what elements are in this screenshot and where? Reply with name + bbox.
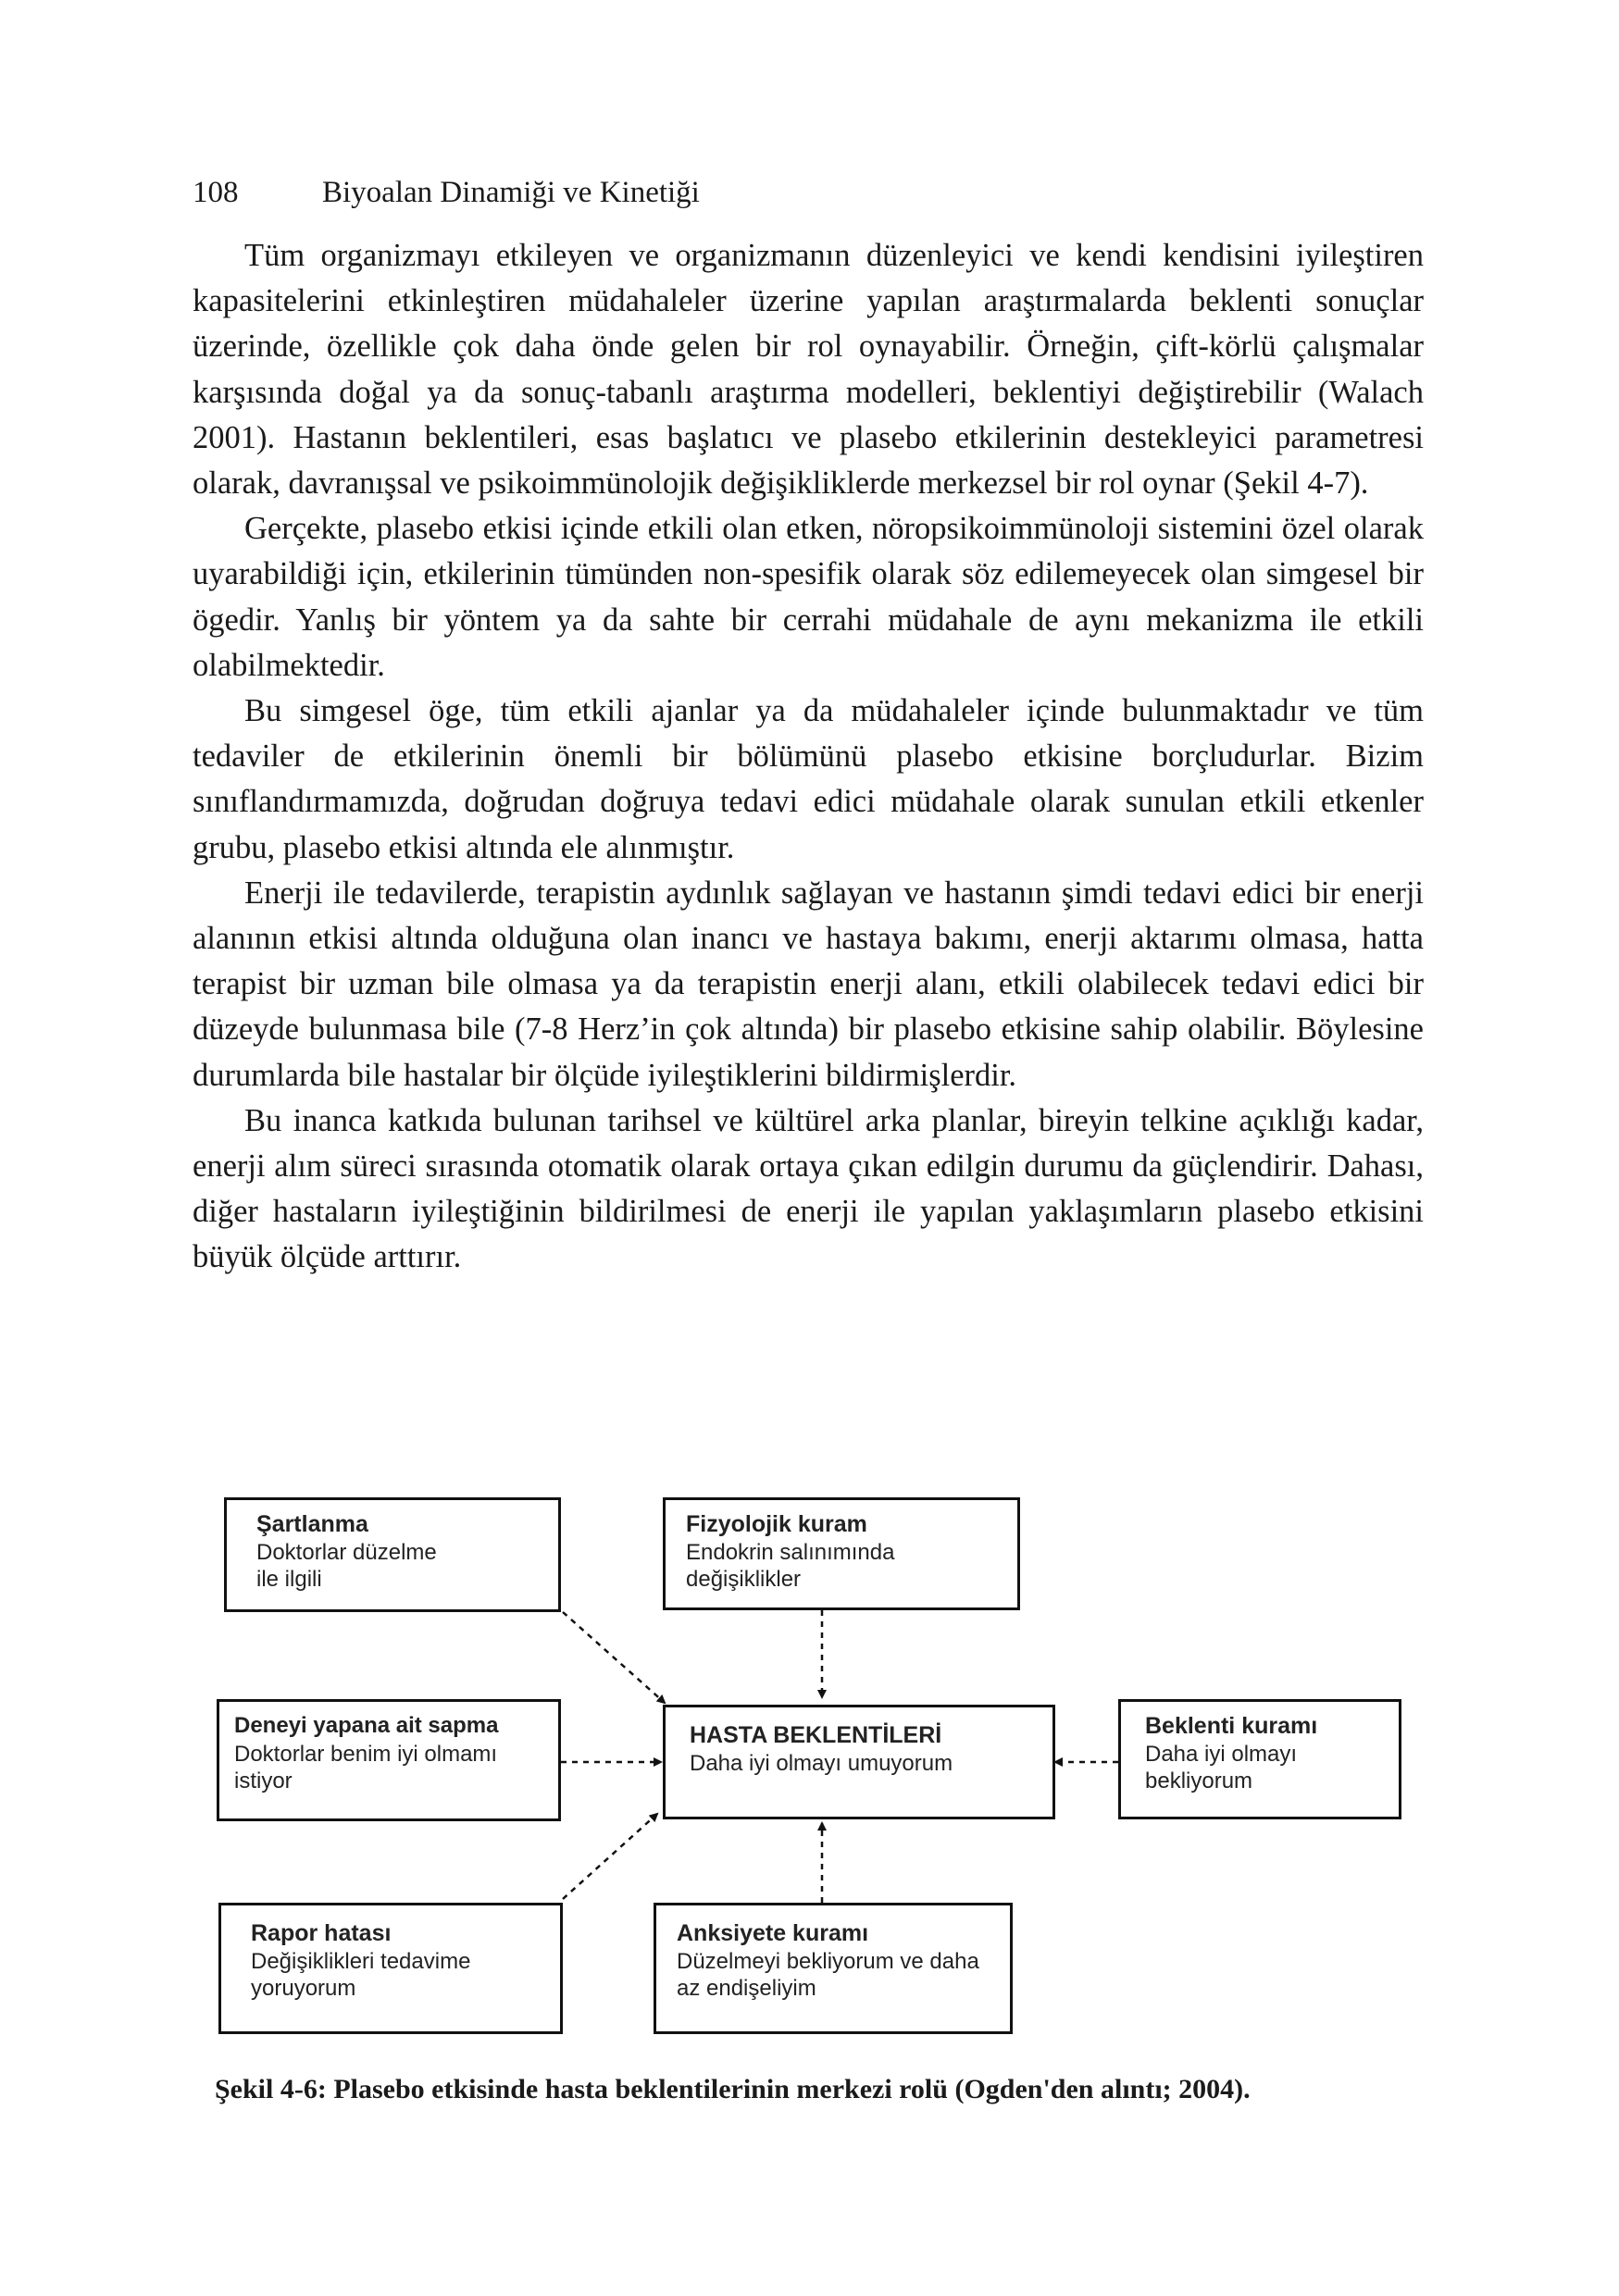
box-rapor <box>218 1903 563 2034</box>
box-text: Düzelmeyi bekliyorum ve daha az endişeliyim <box>677 1949 979 2001</box>
box-anksiyete <box>654 1903 1013 2034</box>
box-hasta-beklentileri <box>663 1705 1055 1819</box>
figure-caption: Şekil 4-6: Plasebo etkisinde hasta beklentilerinin merkezi rolü (Ogden'den alıntı; 2004). <box>215 2074 1251 2104</box>
paragraph: Bu inanca katkıda bulunan tarihsel ve kültürel arka planlar, bireyin telkine açıklığı kadar, enerji alım süreci sırasında otomatik olarak ortaya çıkan edilgin durumu da güçlendirir. Dahası, diğer hastaların iyileştiğinin bildirilmesi de enerji ile yapılan yaklaşımların plasebo etkisini büyük ölçüde arttırır. <box>193 1102 1424 1275</box>
paragraph: Bu simgesel öge, tüm etkili ajanlar ya da müdahaleler içinde bulunmaktadır ve tüm tedaviler de etkilerinin önemli bir bölümünü plasebo etkisine borçludurlar. Bizim sınıflandırmamızda, doğrudan doğruya tedavi edici müdahale olarak sunulan etkili etkenler grubu, plasebo etkisi altında ele alınmıştır. <box>193 693 1424 865</box>
box-title: Rapor hatası <box>251 1920 392 1946</box>
page-header <box>193 174 700 211</box>
box-fizyolojik <box>663 1497 1020 1610</box>
body-text <box>193 233 1424 1281</box>
arrow-rapor-to-center <box>563 1814 657 1899</box>
page-number: 108 <box>193 176 239 209</box>
box-text: Daha iyi olmayı umuyorum <box>690 1751 953 1776</box>
box-title: Anksiyete kuramı <box>677 1920 869 1946</box>
figure-diagram <box>213 1490 1416 2064</box>
box-text: Daha iyi olmayı bekliyorum <box>1145 1742 1298 1793</box>
box-text: Doktorlar benim iyi olmamı istiyor <box>234 1742 498 1793</box>
paragraph: Enerji ile tedavilerde, terapistin aydınlık sağlayan ve hastanın şimdi tedavi edici bir enerji alanının etkisi altında olduğuna olan inancı ve hastaya bakımı, enerji aktarımı olmasa, hatta terapist bir uzman bile olmasa ya da terapistin enerji alanı, etkili olabilecek tedavi edici bir düzeyde bulunmasa bile (7-8 Herz’in çok altında) bir plasebo etkisine sahip olabilir. Böylesine durumlarda bile hastalar bir ölçüde iyileştiklerini bildirmişlerdir. <box>193 875 1424 1093</box>
box-text: Değişiklikleri tedavime yoruyorum <box>251 1949 471 2001</box>
box-beklenti <box>1118 1699 1401 1819</box>
paragraph: Gerçekte, plasebo etkisi içinde etkili olan etken, nöropsikoimmünoloji sistemini özel olarak uyarabildiği için, etkilerinin tümünden non-spesifik olarak söz edilemeyecek olan simgesel bir ögedir. Yanlış bir yöntem ya da sahte bir cerrahi müdahale de aynı mekanizma ile etkili olabilmektedir. <box>193 511 1424 683</box>
box-text: Doktorlar düzelme ile ilgili <box>256 1540 437 1592</box>
arrow-sartlanma-to-center <box>563 1612 665 1703</box>
box-deneyi <box>217 1699 561 1821</box>
paragraph: Tüm organizmayı etkileyen ve organizmanın düzenleyici ve kendi kendisini iyileştiren kapasitelerini etkinleştiren müdahaleler üzerine yapılan araştırmalarda beklenti sonuçlar üzerinde, özellikle çok daha önde gelen bir rol oynayabilir. Örneğin, çift-körlü çalışmalar karşısında doğal ya da sonuç-tabanlı araştırma modelleri, beklentiyi değiştirebilir (Walach 2001). Hastanın beklentileri, esas başlatıcı ve plasebo etkilerinin destekleyici parametresi olarak, davranışsal ve psikoimmünolojik değişikliklerde merkezsel bir rol oynar (Şekil 4-7). <box>193 238 1424 502</box>
box-title: Beklenti kuramı <box>1145 1713 1318 1739</box>
box-title: Şartlanma <box>256 1511 368 1537</box>
box-text: Endokrin salınımında değişiklikler <box>686 1540 895 1592</box>
box-sartlanma <box>224 1497 561 1612</box>
running-title: Biyoalan Dinamiği ve Kinetiği <box>322 176 700 209</box>
box-title: Fizyolojik kuram <box>686 1511 867 1537</box>
box-title: Deneyi yapana ait sapma <box>234 1713 499 1738</box>
box-title: HASTA BEKLENTİLERİ <box>690 1722 942 1748</box>
